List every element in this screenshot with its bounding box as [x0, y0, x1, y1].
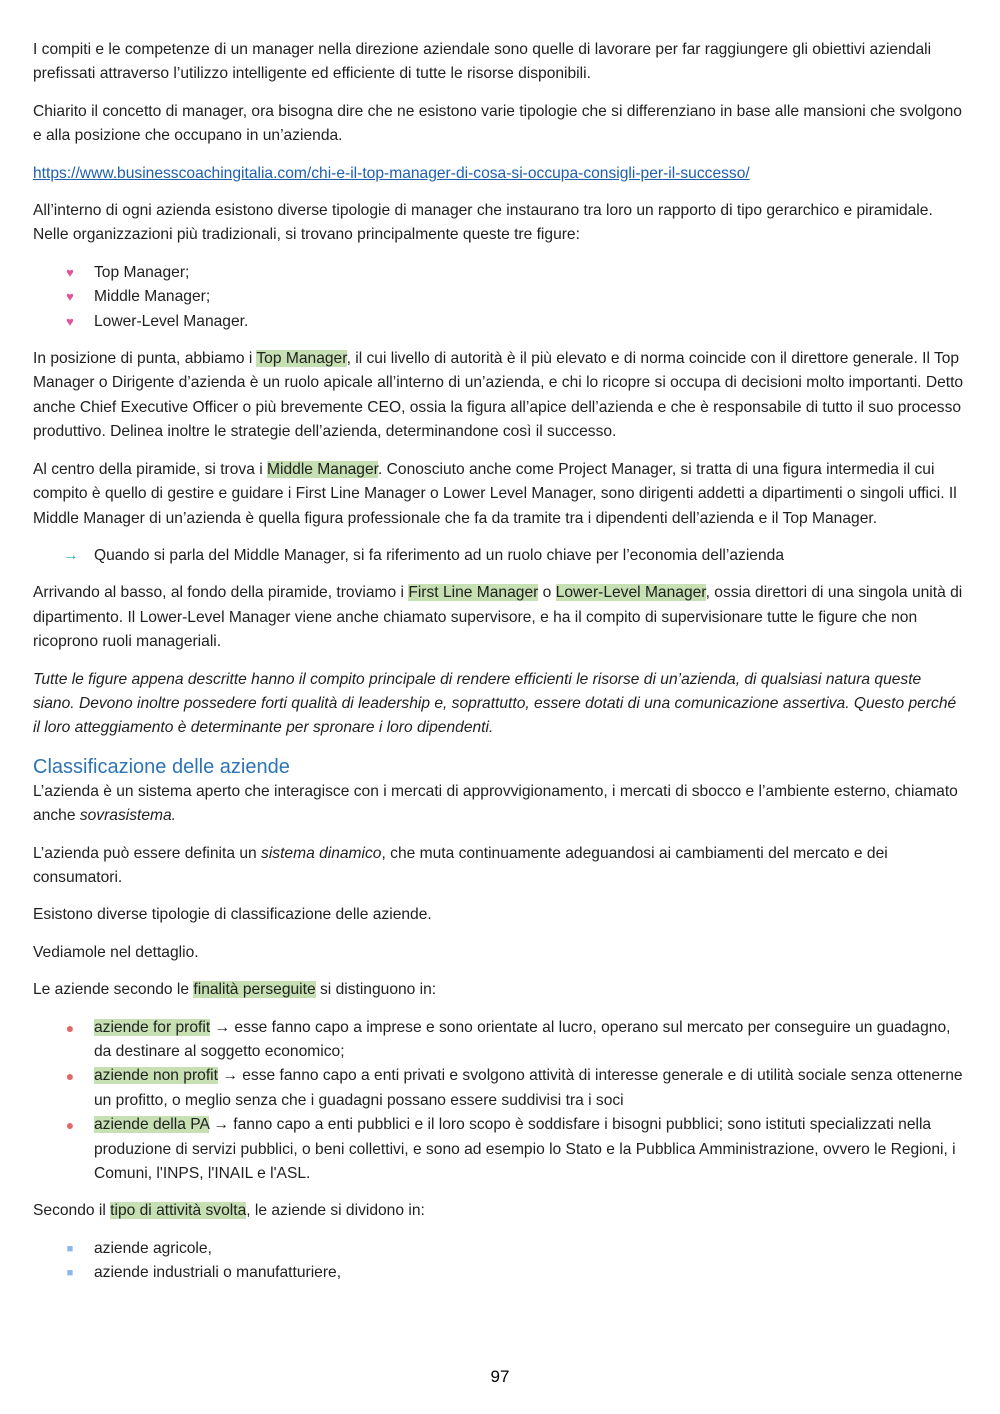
emphasis-sistema-dinamico: sistema dinamico: [261, 844, 382, 862]
list-item-text: → esse fanno capo a imprese e sono orientate al lucro, operano sul mercato per conseguire un guadagno, da destinare al soggetto economico;: [94, 1018, 951, 1060]
paragraph-hierarchy: All’interno di ogni azienda esistono diverse tipologie di manager che instaurano tra loro un rapporto di tipo gerarchico e piramidale. Nelle organizzazioni più tradizionali, si trovano principalmente queste tre figure:: [33, 202, 933, 244]
list-item: [33, 1113, 965, 1186]
list-item-text: Middle Manager;: [94, 288, 211, 306]
heart-bullet-icon: ♥: [66, 313, 74, 329]
paragraph-finalita: [33, 978, 965, 1002]
text-run: , il cui livello di autorità è il più elevato e di norma coincide con il direttore generale. Il Top Manager o Dirigente d’azienda è un ruolo apicale all’interno di un’azienda, e chi lo ricopre si occupa di decisioni molto importanti. Detto anche Chief Executive Officer o più brevemente CEO, ossia la figura all’apice dell’azienda e che è responsabile di tutto il suo processo produttivo. Delinea inoltre le strategie dell’azienda, determinandone così il successo.: [33, 350, 964, 441]
square-bullet-icon: ■: [66, 1267, 74, 1280]
text-run: si distinguono in:: [315, 981, 437, 999]
paragraph-dynamic-system: [33, 842, 965, 891]
text-run: L’azienda può essere definita un: [33, 844, 262, 862]
heart-bullet-icon: ♥: [66, 289, 74, 305]
list-item-text: Lower-Level Manager.: [94, 312, 249, 330]
document-page: [33, 38, 965, 1299]
section-heading: Classificazione delle aziende: [33, 755, 290, 778]
list-item: [33, 1261, 965, 1285]
attivita-list: [33, 1237, 965, 1286]
paragraph-details: Vediamole nel dettaglio.: [33, 943, 199, 961]
paragraph-lower-manager: [33, 581, 965, 654]
page-number: 97: [490, 1367, 510, 1386]
list-item: [33, 544, 965, 568]
highlight-finalita: finalità perseguite: [193, 981, 316, 999]
text-run: Le aziende secondo le: [33, 981, 194, 999]
text-run: L’azienda è un sistema aperto che interagisce con i mercati di approvvigionamento, i mercati di sbocco e l’ambiente esterno, chiamato anche: [33, 782, 958, 825]
list-item: [33, 285, 965, 309]
highlight-top-manager: Top Manager: [256, 350, 347, 368]
emphasis-sovrasistema: sovrasistema.: [79, 807, 177, 825]
dot-bullet-icon: ●: [65, 1019, 75, 1036]
highlight-term: aziende for profit: [94, 1018, 211, 1036]
paragraph-intro: I compiti e le competenze di un manager nella direzione aziendale sono quelle di lavorare per far raggiungere gli obiettivi aziendali prefissati attraverso l’utilizzo intelligente ed efficiente di tutte le risorse disponibili.: [33, 41, 932, 83]
source-paragraph: [33, 162, 965, 186]
list-item-text: Quando si parla del Middle Manager, si fa riferimento ad un ruolo chiave per l’economia dell’azienda: [94, 546, 784, 564]
list-item-text: aziende industriali o manufatturiere,: [94, 1264, 342, 1282]
list-item-text: aziende agricole,: [94, 1239, 212, 1257]
highlight-lower-level-manager: Lower-Level Manager: [555, 584, 706, 602]
arrow-right-icon: →: [63, 546, 79, 564]
paragraph-classification: Esistono diverse tipologie di classificazione delle aziende.: [33, 906, 432, 924]
arrow-list: [33, 544, 965, 568]
finalita-list: [33, 1016, 965, 1187]
dot-bullet-icon: ●: [65, 1068, 75, 1085]
text-run: , ossia direttori di una singola unità di dipartimento. Il Lower-Level Manager viene anche chiamato supervisore, e ha il compito di supervisionare tutte le figure che non ricoprono ruoli manageriali.: [33, 584, 963, 651]
highlight-term: aziende non profit: [94, 1067, 218, 1085]
text-run: , le aziende si dividono in:: [246, 1202, 425, 1220]
text-run: Secondo il: [33, 1202, 111, 1220]
paragraph-attivita: [33, 1199, 965, 1223]
list-item: [33, 1064, 965, 1113]
paragraph-manager-types: Chiarito il concetto di manager, ora bisogna dire che ne esistono varie tipologie che si differenziano in base alle mansioni che svolgono e alla posizione che occupano in un’azienda.: [33, 102, 962, 145]
list-item: [33, 310, 965, 334]
text-run: Arrivando al basso, al fondo della piramide, troviamo i: [33, 584, 409, 602]
paragraph-open-system: [33, 780, 965, 829]
list-item: [33, 261, 965, 285]
list-item-text: Top Manager;: [94, 263, 190, 281]
text-run: Al centro della piramide, si trova i: [33, 460, 268, 478]
list-item-text: → esse fanno capo a enti privati e svolgono attività di interesse generale e di utilità sociale senza ottenerne un profitto, o meglio senza che i guadagni possano essere suddivisi tra i soci: [94, 1067, 963, 1109]
dot-bullet-icon: ●: [65, 1117, 75, 1134]
highlight-middle-manager: Middle Manager: [267, 460, 378, 478]
highlight-attivita: tipo di attività svolta: [110, 1202, 247, 1220]
list-item: [33, 1237, 965, 1261]
paragraph-summary-italic: Tutte le figure appena descritte hanno il compito principale di rendere efficienti le risorse di un’azienda, di qualsiasi natura queste siano. Devono inoltre possedere forti qualità di leadership e, soprattutto, essere dotati di una comunicazione assertiva. Questo perché il loro atteggiamento è determinante per spronare i loro dipendenti.: [33, 670, 957, 737]
text-run: . Conosciuto anche come Project Manager, si tratta di una figura intermedia il cui compito è quello di gestire e guidare i First Line Manager o Lower Level Manager, sono dirigenti addetti a dipartimenti o singoli uffici. Il Middle Manager di un’azienda è quella figura professionale che fa da tramite tra i dipendenti dell’azienda e il Top Manager.: [33, 460, 957, 527]
list-item: [33, 1016, 965, 1065]
manager-list: [33, 261, 965, 334]
text-run: , che muta continuamente adeguandosi ai cambiamenti del mercato e dei consumatori.: [33, 844, 888, 886]
paragraph-middle-manager: [33, 458, 965, 531]
paragraph-top-manager: [33, 347, 965, 445]
text-run: o: [538, 584, 556, 602]
highlight-first-line-manager: First Line Manager: [408, 584, 539, 602]
source-link[interactable]: https://www.businesscoachingitalia.com/chi-e-il-top-manager-di-cosa-si-occupa-consigli-per-il-successo/: [33, 164, 750, 182]
text-run: In posizione di punta, abbiamo i: [33, 350, 257, 368]
square-bullet-icon: ■: [66, 1242, 74, 1255]
heart-bullet-icon: ♥: [66, 264, 74, 280]
list-item-text: → fanno capo a enti pubblici e il loro scopo è soddisfare i bisogni pubblici; sono istituti specializzati nella produzione di servizi pubblici, o beni collettivi, e sono ad esempio lo Stato e la Pubblica Amministrazione, ovvero le Regioni, i Comuni, l'INPS, l'INAIL e l'ASL.: [94, 1116, 956, 1183]
highlight-term: aziende della PA: [94, 1116, 210, 1134]
